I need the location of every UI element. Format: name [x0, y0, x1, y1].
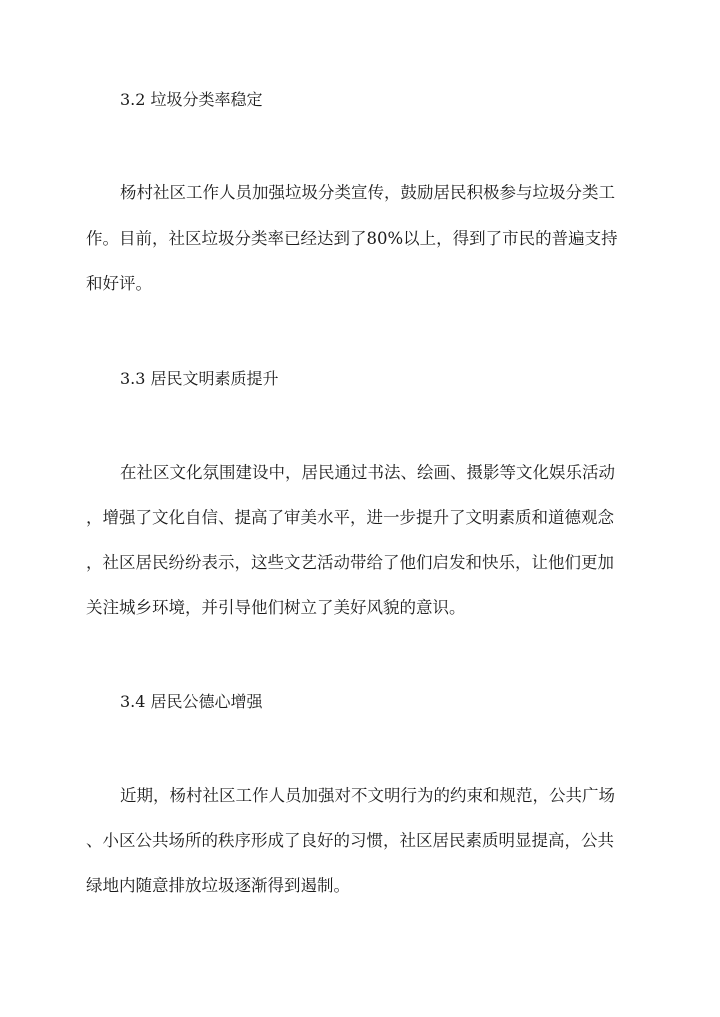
- paragraph-line: ，增强了文化自信、提高了审美水平，进一步提升了文明素质和道德观念: [86, 508, 614, 527]
- section-heading-3-3: 3.3 居民文明素质提升: [120, 369, 279, 388]
- paragraph-line: 近期，杨村社区工作人员加强对不文明行为的约束和规范，公共广场: [120, 786, 615, 805]
- paragraph-line: ，社区居民纷纷表示，这些文艺活动带给了他们启发和快乐，让他们更加: [86, 553, 614, 572]
- paragraph-line: 绿地内随意排放垃圾逐渐得到遏制。: [86, 876, 350, 895]
- paragraph-line: 、小区公共场所的秩序形成了良好的习惯，社区居民素质明显提高，公共: [86, 831, 614, 850]
- paragraph-line: 作。目前，社区垃圾分类率已经达到了80%以上，得到了市民的普遍支持: [86, 229, 618, 248]
- paragraph-line: 杨村社区工作人员加强垃圾分类宣传，鼓励居民积极参与垃圾分类工: [120, 183, 615, 202]
- section-heading-3-4: 3.4 居民公德心增强: [120, 692, 263, 711]
- paragraph-line: 在社区文化氛围建设中，居民通过书法、绘画、摄影等文化娱乐活动: [120, 463, 615, 482]
- section-heading-3-2: 3.2 垃圾分类率稳定: [120, 90, 263, 109]
- paragraph-line: 和好评。: [86, 274, 152, 293]
- paragraph-line: 关注城乡环境，并引导他们树立了美好风貌的意识。: [86, 598, 466, 617]
